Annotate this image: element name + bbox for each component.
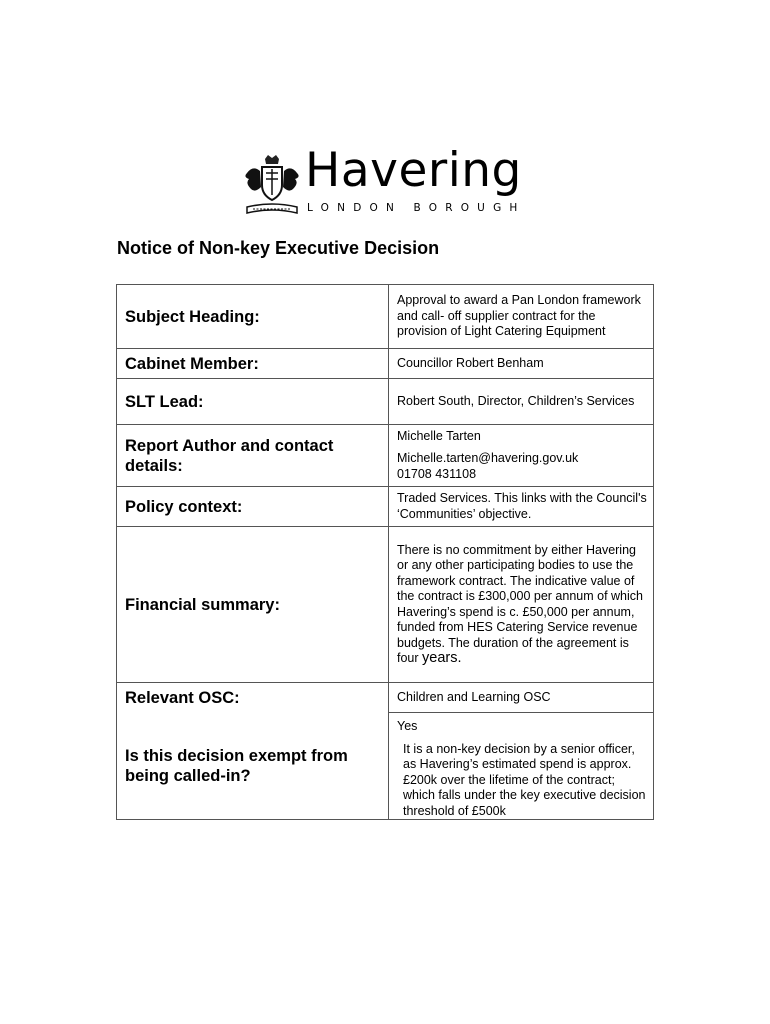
relevant-osc-value: Children and Learning OSC	[389, 683, 654, 713]
cabinet-member-label: Cabinet Member:	[117, 349, 389, 379]
table-row	[117, 713, 654, 820]
subject-heading-label: Subject Heading:	[117, 285, 389, 349]
table-row	[117, 425, 654, 487]
havering-logo	[243, 143, 526, 217]
policy-context-label: Policy context:	[117, 487, 389, 527]
policy-context-value: Traded Services. This links with the Council's ‘Communities’ objective.	[389, 487, 654, 527]
logo-subtitle: LONDON BOROUGH	[307, 202, 526, 214]
table-row	[117, 683, 654, 713]
exempt-call-in-label: Is this decision exempt from being called-in?	[117, 713, 389, 820]
author-email: Michelle.tarten@havering.gov.uk	[397, 451, 579, 466]
financial-summary-label: Financial summary:	[117, 527, 389, 683]
exempt-call-in-value	[389, 713, 654, 820]
financial-summary-end: years.	[422, 650, 462, 666]
cabinet-member-value: Councillor Robert Benham	[389, 349, 654, 379]
table-row	[117, 349, 654, 379]
financial-summary-value	[389, 527, 654, 683]
table-row	[117, 285, 654, 349]
table-row	[117, 379, 654, 425]
document-title: Notice of Non-key Executive Decision	[117, 238, 440, 258]
financial-summary-text: There is no commitment by either Havering or any other participating bodies to use the framework contract. The indicative value of the contract is £300,000 per annum of which Havering’s spend is c. £50,000 per annum, funded from HES Catering Service revenue budgets. The duration of the agreement is four	[397, 542, 643, 665]
slt-lead-label: SLT Lead:	[117, 379, 389, 425]
decision-table	[116, 284, 654, 820]
author-name: Michelle Tarten	[397, 428, 481, 443]
relevant-osc-label: Relevant OSC:	[117, 683, 389, 713]
borough-crest-icon	[243, 155, 301, 217]
table-row	[117, 487, 654, 527]
author-phone: 01708 431108	[397, 466, 477, 481]
report-author-label: Report Author and contact details:	[117, 425, 389, 487]
exempt-reason: It is a non-key decision by a senior officer, as Havering’s estimated spend is approx. £200k over the lifetime of the contract; which falls under the key executive decision threshold of £500k	[403, 741, 646, 818]
report-author-value	[389, 425, 654, 487]
subject-heading-value: Approval to award a Pan London framework and call- off supplier contract for the provision of Light Catering Equipment	[389, 285, 654, 349]
table-row	[117, 527, 654, 683]
exempt-answer: Yes	[397, 719, 418, 733]
logo-wordmark: Havering	[305, 143, 522, 198]
slt-lead-value: Robert South, Director, Children’s Services	[389, 379, 654, 425]
